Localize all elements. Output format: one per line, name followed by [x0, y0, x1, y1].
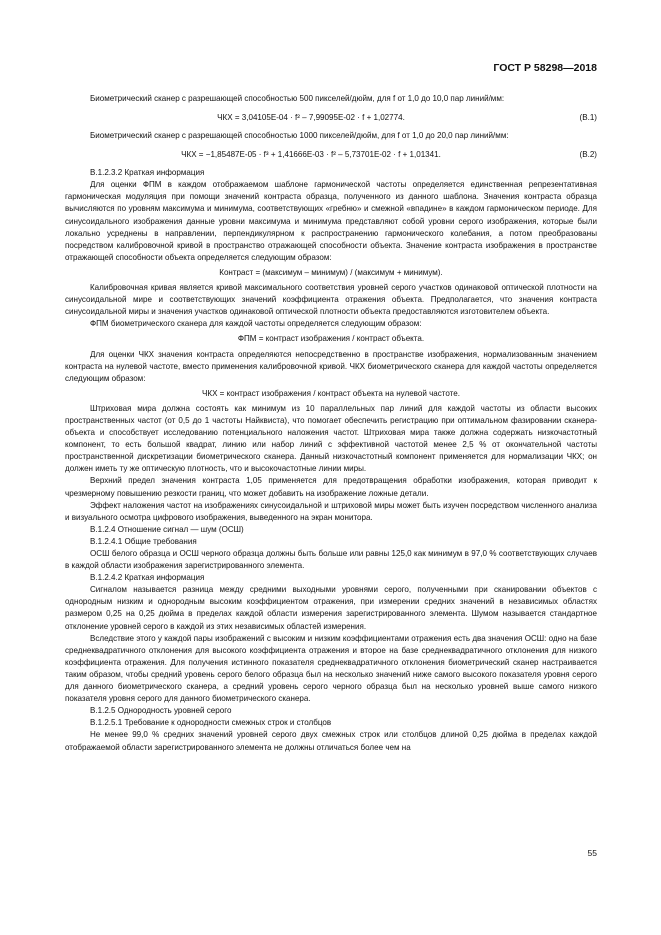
- paragraph-ckh-evaluation: Для оценки ЧКХ значения контраста определяются непосредственно в пространстве изображения, нормализованным значением контраста на нулевой частоте, вместо применения калибровочной кривой. ЧКХ биометрического сканера для каждой частоты определяется следующим образом:: [65, 349, 597, 383]
- heading-b1251: В.1.2.5.1 Требование к однородности смежных строк и столбцов: [90, 718, 332, 728]
- fpm-formula: ФПМ = контраст изображения / контраст объекта.: [237, 334, 425, 344]
- paragraph-calibration-curve: Калибровочная кривая является кривой максимального соответствия уровней серого участков одинаковой оптической плотности на синусоидальной мире и соответствующих значений коэффициента отражения объекта. Предполагается, что значения контраста синусоидальной миры и значения участков одинаковой оптической плотности объекта предоставляются изготовителем объекта.: [65, 283, 597, 317]
- paragraph-fpm-evaluation: Для оценки ФПМ в каждом отображаемом шаблоне гармонической частоты определяется единственная репрезентативная гармоническая модуляция при помощи значений контраста образца, полученного из данного шаблона. Значения контраста образца вычисляются по уровням максимума и минимума, соответствующих «гребню» и смежной «впадине» в каждом гармоническом периоде. Для синусоидального изображения данные уровни максимума и минимума представляют собой уровни серого изображения, которые были локально усреднены в направлении, перпендикулярном к распространению гармонического колебания, а потом преобразованы посредством калибровочной кривой в пространство отражающей способности объекта. Значение контраста изображения в пространстве отражающей способности объекта определяется следующим образом:: [65, 180, 597, 262]
- paragraph-snr-values: Вследствие этого у каждой пары изображений с высоким и низким коэффициентами отражения есть два значения ОСШ: одно на базе среднеквадратичного отклонения для высокого коэффициента отражения и второе на базе среднеквадратичного отклонения для низкого коэффициента отражения. Для получения истинного показателя среднеквадратичного отклонения биометрический сканер настраивается таким образом, чтобы средний уровень серого белого образца был на несколько значений ниже самого высокого показателя уровня серого для данного биометрического сканера, а средний уровень серого черного образца был на несколько уровней выше самого низкого показателя уровня серого для данного биометрического сканера.: [65, 633, 597, 704]
- formula-b1: [65, 105, 597, 130]
- heading-b125: В.1.2.5 Однородность уровней серого: [90, 706, 232, 716]
- scanner1000-intro: Биометрический сканер с разрешающей способностью 1000 пикселей/дюйм, для f от 1,0 до 20,0 пар линий/мм:: [90, 131, 509, 141]
- standard-header: ГОСТ Р 58298—2018: [493, 62, 597, 74]
- heading-b124: В.1.2.4 Отношение сигнал — шум (ОСШ): [90, 524, 244, 534]
- formula-b1-text: ЧКХ = 3,04105Е-04 · f² – 7,99095Е-02 · f + 1,02774.: [217, 113, 405, 123]
- formula-b2-text: ЧКХ = −1,85487Е-05 · f³ + 1,41666Е-03 · f² – 5,73701Е-02 · f + 1,01341.: [181, 150, 441, 160]
- paragraph-snr-requirements: ОСШ белого образца и ОСШ черного образца должны быть больше или равны 125,0 как минимум в 97,0 % соответствующих случаев в каждой области изображения зарегистрированного элемента.: [65, 549, 597, 571]
- paragraph-bar-target: Штриховая мира должна состоять как минимум из 10 параллельных пар линий для каждой частоты из области высоких пространственных частот (от 0,5 до 1 частоты Найквиста), что помогает обеспечить регистрацию при оптимальном фазировании сканера-объекта и способствует исследованию потенциального наложения частот. Штриховая мира также должна содержать низкочастотный компонент, то есть большой квадрат, линию или набор линий с эффективной частотой менее 2,5 % от окончательной частоты пространственной дискретизации биометрического сканера. Данный низкочастотный компонент применяется для нормализации ЧКХ; он должен иметь ту же оптическую плотность, что и высокочастотные линии миры.: [65, 403, 597, 474]
- contrast-formula: Контраст = (максимум – минимум) / (максимум + минимум).: [219, 267, 443, 277]
- paragraph-contrast-limit: Верхний предел значения контраста 1,05 применяется для предотвращения обработки изображения, которая приводит к чрезмерному повышению резкости границ, что может добавить на изображение ложные детали.: [65, 476, 597, 498]
- paragraph-row-uniformity: Не менее 99,0 % средних значений уровней серого двух смежных строк или столбцов длиной 0,25 дюйма в пределах каждой отображаемой области зарегистрированного элемента не должны отличаться более чем на: [65, 730, 597, 752]
- heading-b1232: В.1.2.3.2 Краткая информация: [90, 168, 205, 178]
- paragraph-aliasing: Эффект наложения частот на изображениях синусоидальной и штриховой миры может быть изучен посредством численного анализа и визуального осмотра цифрового изображения, выведенного на экран монитора.: [65, 500, 597, 522]
- document-body: [65, 93, 597, 754]
- paragraph-fpm-definition: ФПМ биометрического сканера для каждой частоты определяется следующим образом:: [90, 319, 422, 329]
- paragraph-signal-definition: Сигналом называется разница между средними выходными уровнями серого, полученными при сканировании объектов с однородным низким и однородным высоким коэффициентом отражения, при измерении средних значений в независимых областях размером 0,25 на 0,25 дюйма в пределах каждой области измерения зарегистрированного элемента. Шумом называется стандартное отклонение уровней серого в каждой из этих независимых областей измерения.: [65, 585, 597, 631]
- heading-b1241: В.1.2.4.1 Общие требования: [90, 536, 197, 546]
- ckh-formula: ЧКХ = контраст изображения / контраст объекта на нулевой частоте.: [202, 388, 460, 398]
- heading-b1242: В.1.2.4.2 Краткая информация: [90, 573, 205, 583]
- page-number: 55: [587, 848, 597, 858]
- formula-b2: [65, 142, 597, 167]
- scanner500-intro: Биометрический сканер с разрешающей способностью 500 пикселей/дюйм, для f от 1,0 до 10,0 пар линий/мм:: [90, 94, 505, 103]
- formula-b2-number: (В.2): [579, 150, 597, 160]
- formula-b1-number: (В.1): [579, 113, 597, 123]
